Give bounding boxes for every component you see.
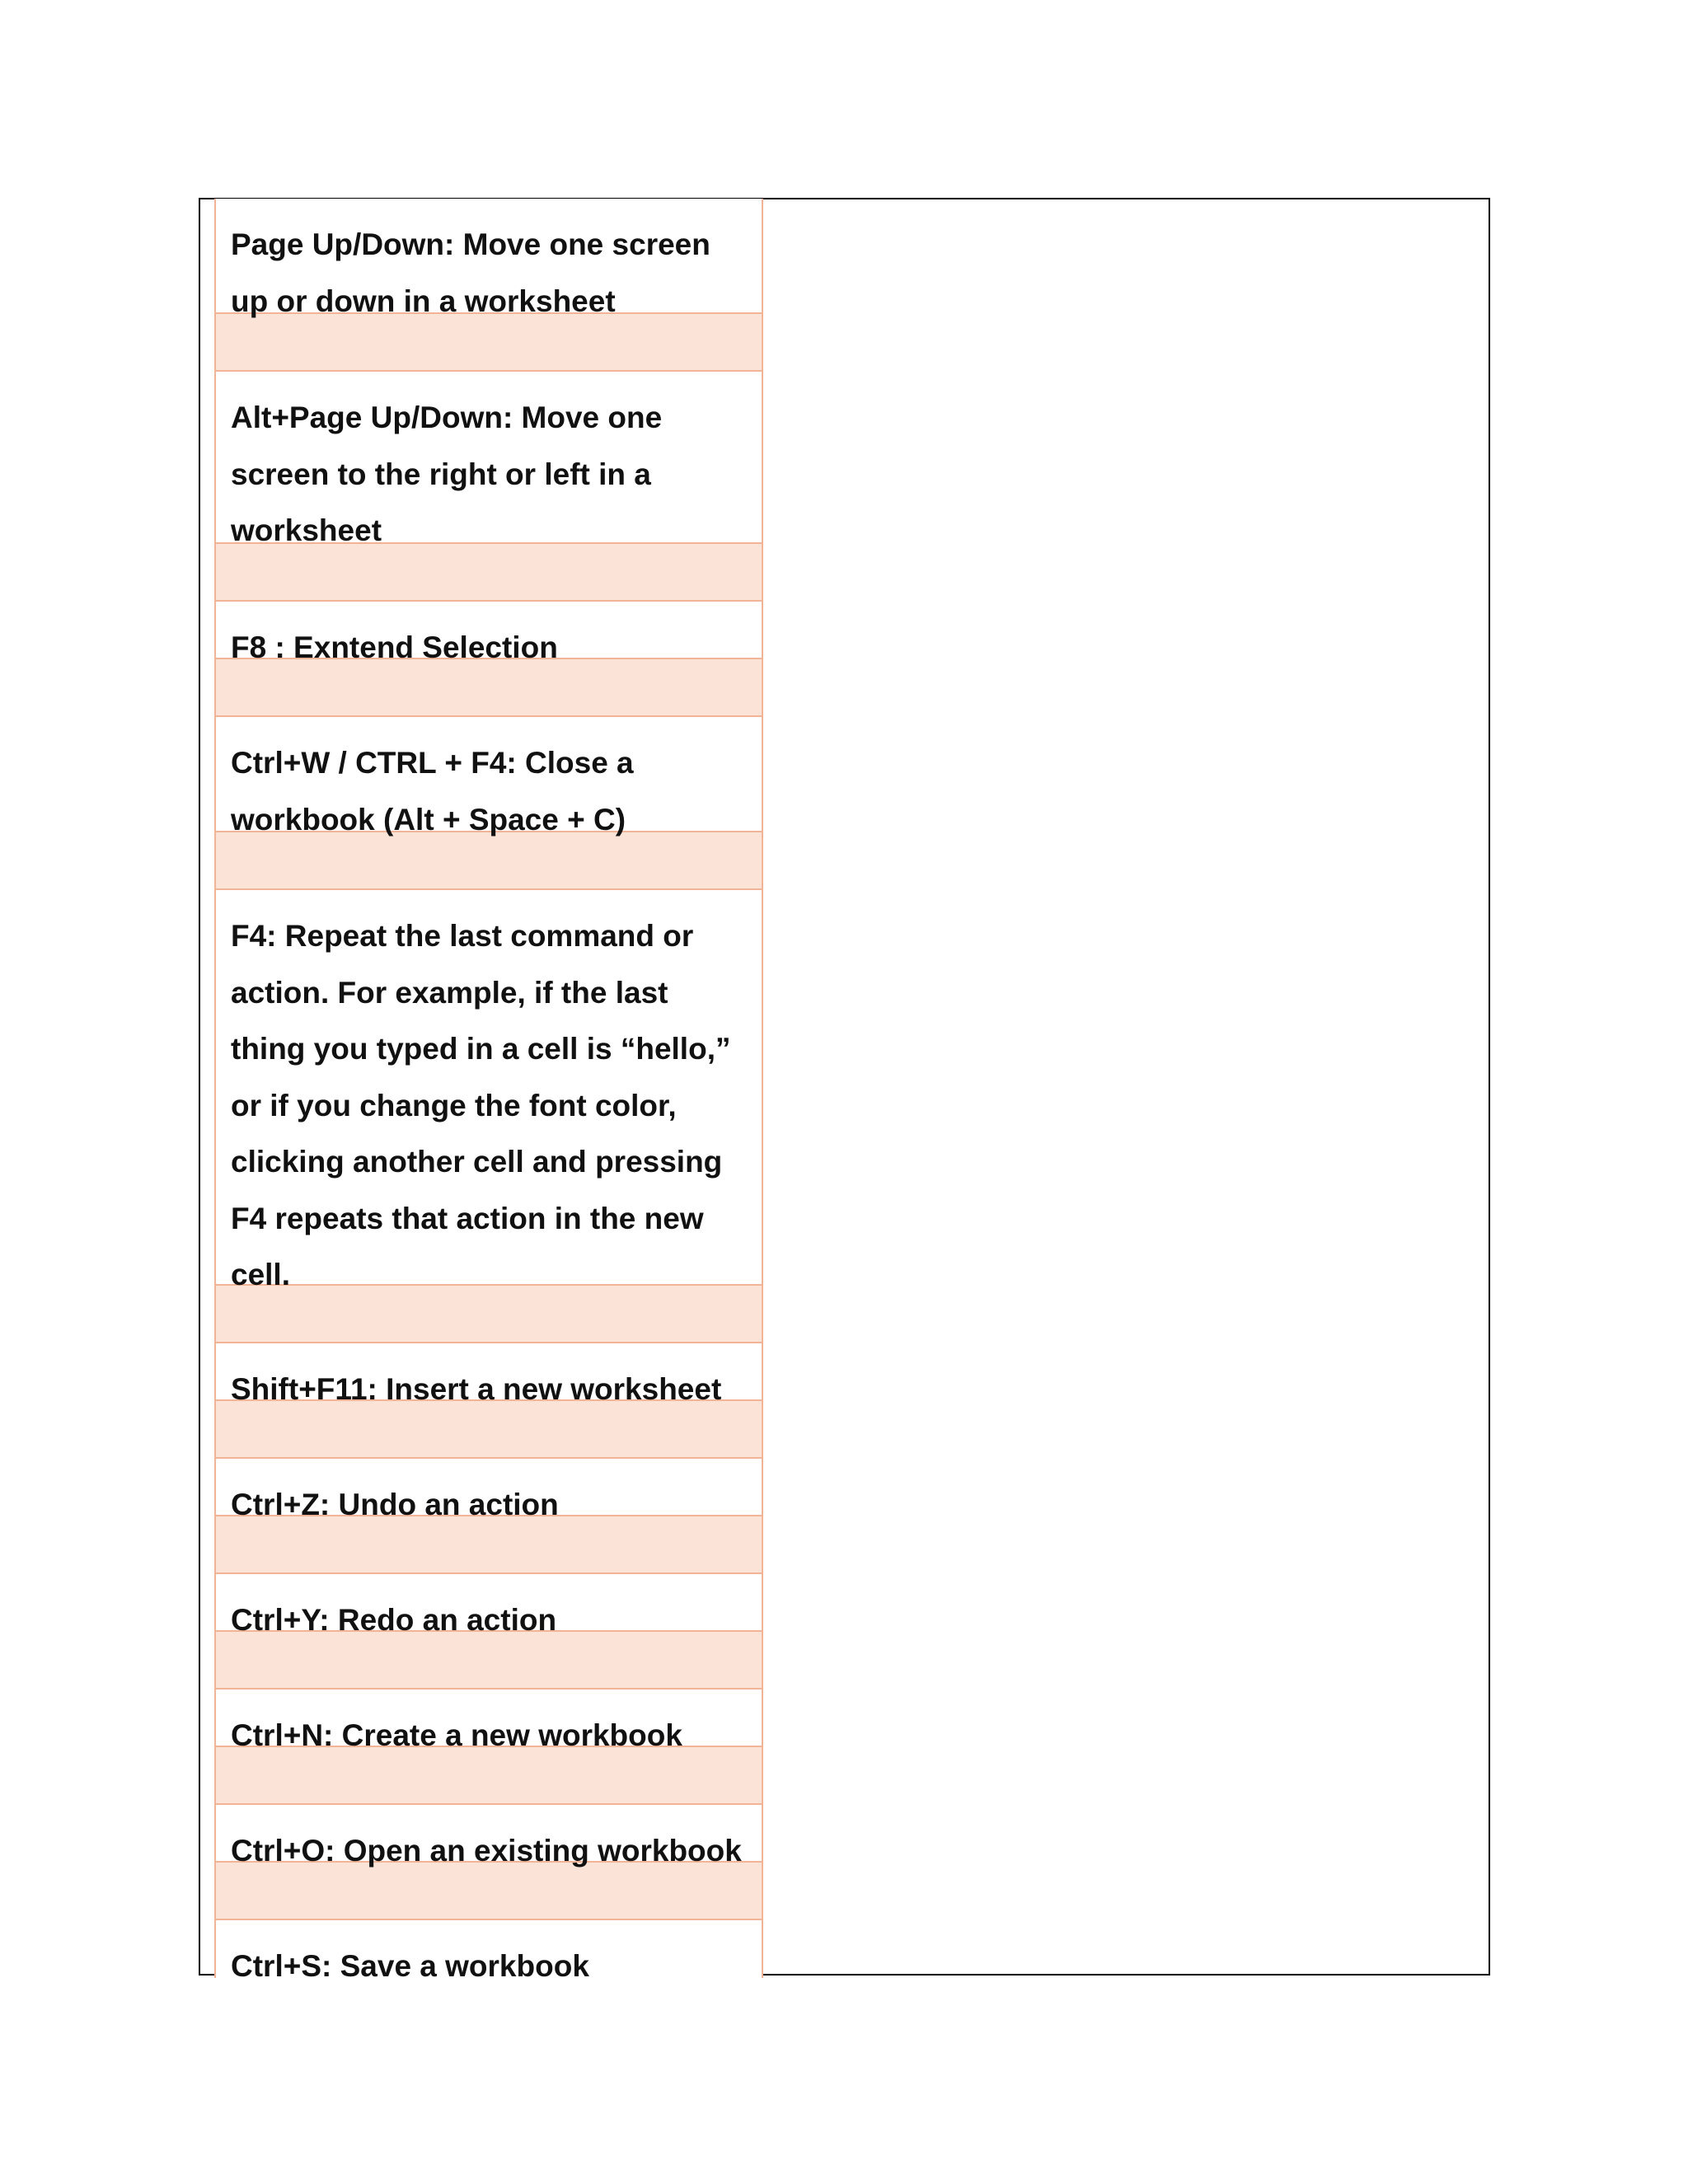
shortcut-text: Ctrl+N: Create a new workbook <box>231 1718 682 1752</box>
table-row <box>216 199 762 318</box>
table-row <box>216 1920 762 1983</box>
shortcut-text: Ctrl+Z: Undo an action <box>231 1488 559 1521</box>
shortcut-text: Page Up/Down: Move one screen up or down in a worksheet <box>231 227 710 318</box>
table-row <box>216 890 762 1291</box>
shortcut-text: F4: Repeat the last command or action. For example, if the last thing you typed in a cell is “hello,” or if you change the font color, clicking another cell and pressing F4 repeats that action in the new cell. <box>231 919 731 1291</box>
shortcut-text: Ctrl+O: Open an existing workbook <box>231 1834 742 1868</box>
table-row <box>216 1343 762 1406</box>
shortcut-text: Ctrl+W / CTRL + F4: Close a workbook (Alt + Space + C) <box>231 746 634 837</box>
shortcut-table <box>214 199 763 1983</box>
table-spacer-row <box>216 1286 762 1343</box>
shortcut-text: Shift+F11: Insert a new worksheet <box>231 1372 722 1406</box>
table-row <box>216 602 762 664</box>
table-row <box>216 372 762 547</box>
table-row <box>216 1459 762 1521</box>
table-row <box>216 1805 762 1868</box>
table-row <box>216 717 762 837</box>
shortcut-text: Alt+Page Up/Down: Move one screen to the right or left in a worksheet <box>231 401 663 547</box>
shortcut-text: Ctrl+S: Save a workbook <box>231 1949 589 1983</box>
table-row <box>216 1690 762 1752</box>
table-row <box>216 1574 762 1637</box>
shortcut-text: F8 : Exntend Selection <box>231 630 558 664</box>
shortcut-text: Ctrl+Y: Redo an action <box>231 1603 557 1637</box>
